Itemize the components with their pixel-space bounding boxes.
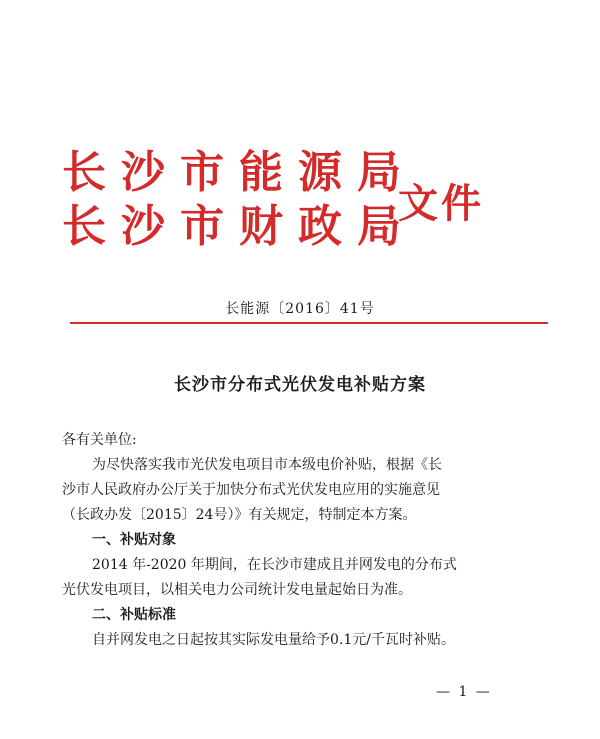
intro-line-2: 沙市人民政府办公厅关于加快分布式光伏发电应用的实施意见: [62, 482, 440, 498]
document-number: 长能源〔2016〕41号: [225, 301, 375, 317]
salutation: 各有关单位:: [62, 432, 137, 448]
header-red-rule: [70, 322, 548, 324]
section-1-line-1: 2014 年-2020 年期间，在长沙市建成且并网发电的分布式: [92, 557, 457, 573]
intro-line-3: （长政办发〔2015〕24号）》有关规定，特制定本方案。: [62, 507, 417, 523]
header-suffix-document: 文件: [398, 181, 484, 227]
page-number: — 1 —: [436, 684, 492, 700]
header-line-energy-bureau: 长沙市能源局: [62, 147, 416, 198]
section-2-heading: 二、补贴标准: [92, 607, 176, 623]
document-title: 长沙市分布式光伏发电补贴方案: [174, 375, 426, 395]
issuing-authority-header: [62, 146, 484, 254]
document-body: [62, 428, 542, 653]
intro-line-1: 为尽快落实我市光伏发电项目市本级电价补贴，根据《长: [92, 457, 442, 473]
header-line-finance-bureau: 长沙市财政局: [62, 201, 416, 252]
section-1-heading: 一、补贴对象: [92, 532, 176, 548]
section-1-line-2: 光伏发电项目，以相关电力公司统计发电量起始日为准。: [62, 582, 412, 598]
section-2-line-1: 自并网发电之日起按其实际发电量给予0.1元/千瓦时补贴。: [92, 632, 455, 648]
